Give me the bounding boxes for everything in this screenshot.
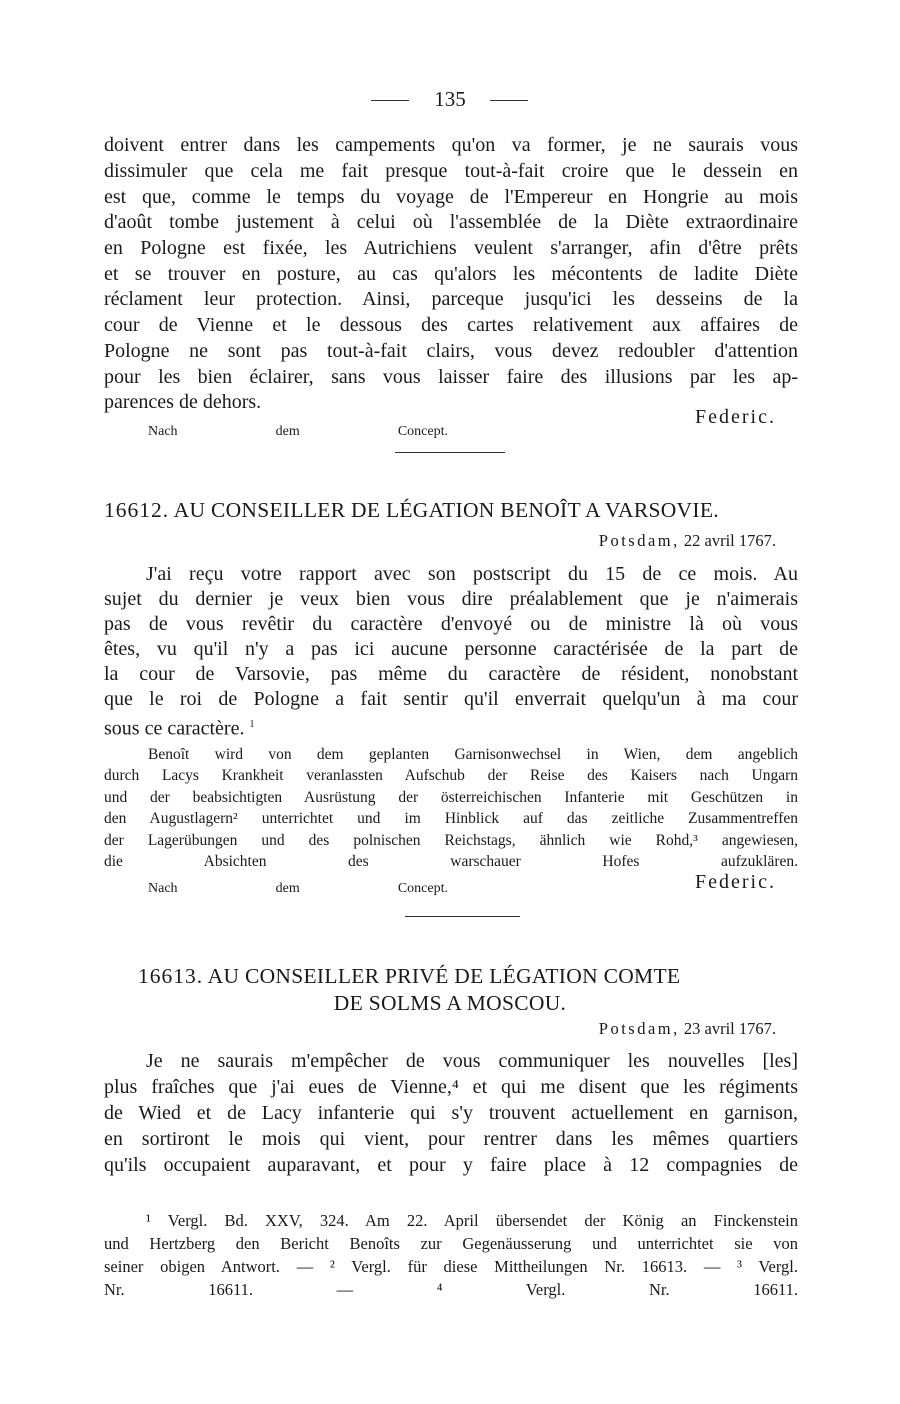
text-line: est que, comme le temps du voyage de l'Empereur en Hongrie au mois bbox=[104, 186, 798, 208]
text-line: la cour de Varsovie, pas même du caractère de résident, nonobstant bbox=[104, 663, 798, 685]
text-line: pour les bien éclairer, sans vous laisser faire des illusions par les ap- bbox=[104, 366, 798, 388]
footnote-ref: 1 bbox=[249, 719, 255, 730]
letter-addressee: AU CONSEILLER DE LÉGATION BENOÎT A VARSOVIE. bbox=[173, 498, 719, 522]
summary-line: Benoît wird von dem geplanten Garnisonwechsel in Wien, dem angeblich bbox=[148, 746, 798, 763]
text-line: que le roi de Pologne a fait sentir qu'il enverrait quelqu'un à ma cour bbox=[104, 688, 798, 710]
page-number: 135 bbox=[434, 87, 466, 111]
text-line: en Pologne est fixée, les Autrichiens veulent s'arranger, afin d'être prêts bbox=[104, 237, 798, 259]
section-separator bbox=[405, 916, 520, 917]
footnote-line: seiner obigen Antwort. — ² Vergl. für diese Mittheilungen Nr. 16613. — ³ Vergl. bbox=[104, 1257, 798, 1276]
text-line: de Wied et de Lacy infanterie qui s'y trouvent actuellement en garnison, bbox=[104, 1102, 798, 1124]
text-line: sujet du dernier je veux bien vous dire préalablement que je n'aimerais bbox=[104, 588, 798, 610]
dateline bbox=[450, 1018, 776, 1040]
text-line: J'ai reçu votre rapport avec son postscript du 15 de ce mois. Au bbox=[146, 563, 798, 585]
text-line: Pologne ne sont pas tout-à-fait clairs, vous devez redoubler d'attention bbox=[104, 340, 798, 362]
dateline-place: Potsdam, bbox=[598, 531, 680, 550]
text-fragment: sous ce caractère. bbox=[104, 717, 245, 740]
summary-line: durch Lacys Krankheit veranlassten Aufschub der Reise des Kaisers nach Ungarn bbox=[104, 767, 798, 784]
dateline-place: Potsdam, bbox=[598, 1019, 680, 1038]
letter-heading bbox=[104, 497, 804, 524]
letter-heading bbox=[138, 963, 778, 990]
text-line: parences de dehors. bbox=[104, 391, 262, 413]
text-line bbox=[104, 712, 798, 742]
footnote-line: und Hertzberg den Bericht Benoîts zur Gegenäusserung und unterrichtet sie von bbox=[104, 1234, 798, 1253]
text-line: d'août tombe justement à celui où l'assemblée de la Diète extraordinaire bbox=[104, 211, 798, 233]
dateline bbox=[450, 530, 776, 552]
footnote-line: Nr. 16611. — ⁴ Vergl. Nr. 16611. bbox=[104, 1280, 798, 1299]
text-line: doivent entrer dans les campements qu'on va former, je ne saurais vous bbox=[104, 134, 798, 156]
letter-number: 16612. bbox=[104, 498, 170, 522]
signature: Federic. bbox=[695, 871, 776, 893]
text-line: dissimuler que cela me fait presque tout-à-fait croire que le dessein en bbox=[104, 160, 798, 182]
text-line: en sortiront le mois qui vient, pour rentrer dans les mêmes quartiers bbox=[104, 1128, 798, 1150]
text-line: êtes, vu qu'il n'y a pas ici aucune personne caractérisée de la part de bbox=[104, 638, 798, 660]
source-note: Nach dem Concept. bbox=[148, 424, 448, 439]
text-line: cour de Vienne et le dessous des cartes relativement aux affaires de bbox=[104, 314, 798, 336]
letter-number: 16613. bbox=[138, 964, 204, 988]
text-line: et se trouver en posture, au cas qu'alors les mécontents de ladite Diète bbox=[104, 263, 798, 285]
header-rule-right bbox=[490, 100, 528, 101]
text-line: Je ne saurais m'empêcher de vous communiquer les nouvelles [les] bbox=[146, 1050, 798, 1072]
summary-line: und der beabsichtigten Ausrüstung der österreichischen Infanterie mit Geschützen in bbox=[104, 789, 798, 806]
summary-line: den Augustlagern² unterrichtet und im Hinblick auf das zeitliche Zusammentreffen bbox=[104, 810, 798, 827]
summary-line: die Absichten des warschauer Hofes aufzuklären. bbox=[104, 853, 798, 870]
text-line: pas de vous revêtir du caractère d'envoyé ou de ministre là où vous bbox=[104, 613, 798, 635]
text-line: plus fraîches que j'ai eues de Vienne,⁴ et qui me disent que les régiments bbox=[104, 1076, 798, 1098]
header-rule-left bbox=[371, 100, 409, 101]
dateline-date: 23 avril 1767. bbox=[683, 1019, 776, 1038]
text-line: réclament leur protection. Ainsi, parceque jusqu'ici les desseins de la bbox=[104, 288, 798, 310]
source-note: Nach dem Concept. bbox=[148, 881, 448, 896]
text-line: qu'ils occupaient auparavant, et pour y faire place à 12 compagnies de bbox=[104, 1154, 798, 1176]
letter-heading-continued: DE SOLMS A MOSCOU. bbox=[333, 991, 567, 1015]
section-separator bbox=[395, 452, 505, 453]
letter-addressee: AU CONSEILLER PRIVÉ DE LÉGATION COMTE bbox=[207, 964, 681, 988]
summary-line: der Lagerübungen und des polnischen Reichstags, ähnlich wie Rohd,³ angewiesen, bbox=[104, 832, 798, 849]
dateline-date: 22 avril 1767. bbox=[683, 531, 776, 550]
footnote-line: ¹ Vergl. Bd. XXV, 324. Am 22. April übersendet der König an Finckenstein bbox=[146, 1211, 798, 1230]
signature: Federic. bbox=[695, 406, 776, 428]
